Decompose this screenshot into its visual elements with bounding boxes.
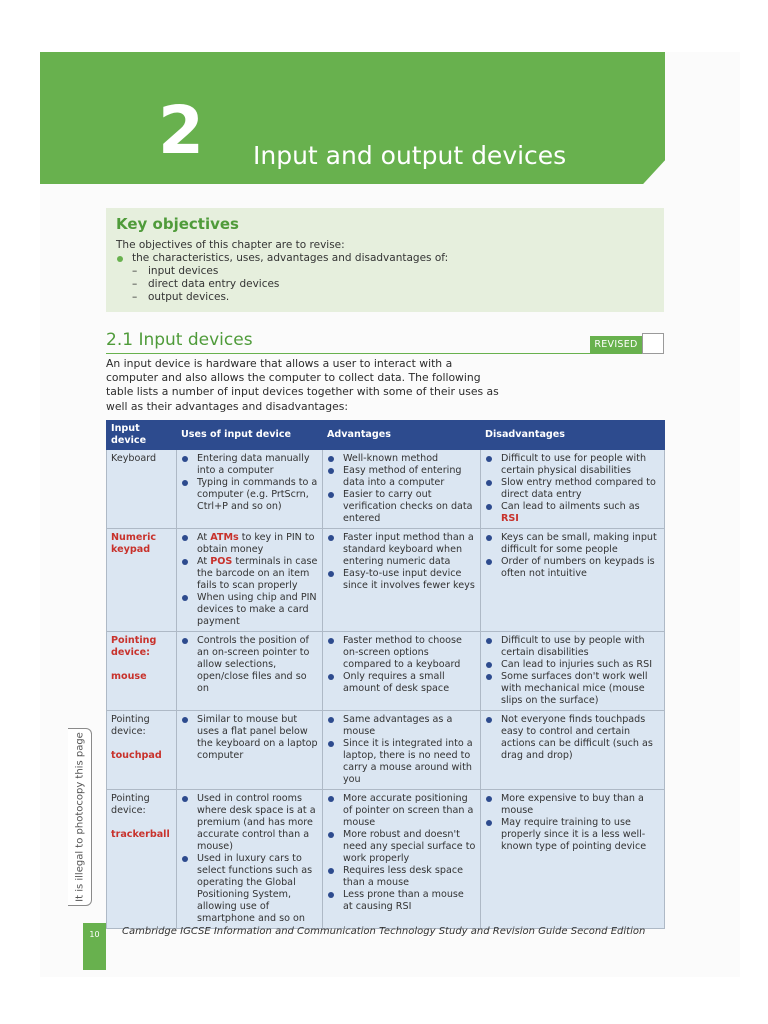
header-uses: Uses of input device: [177, 421, 323, 450]
chapter-title: Input and output devices: [253, 141, 567, 170]
list-item: Some surfaces don't work well with mechanical mice (mouse slips on the surface): [485, 671, 660, 707]
bullet-icon: [328, 456, 334, 462]
objectives-sub-list: [116, 265, 664, 304]
objectives-bullet-text: the characteristics, uses, advantages and disadvantages of:: [132, 252, 449, 264]
list-item: Since it is integrated into a laptop, there is no need to carry a mouse around with you: [327, 738, 476, 786]
bullet-icon: [486, 456, 492, 462]
bullet-icon: [328, 796, 334, 802]
revised-checkbox[interactable]: [642, 333, 664, 354]
objectives-list: [116, 252, 664, 265]
bullet-icon: [182, 559, 188, 565]
list-item: Used in luxury cars to select functions such as operating the Global Positioning System, allowing use of smartphone and so on: [181, 853, 318, 925]
header-input-device: Input device: [107, 421, 177, 450]
bullet-icon: [182, 595, 188, 601]
list-item: More expensive to buy than a mouse: [485, 793, 660, 817]
uses-cell: [177, 711, 323, 790]
uses-cell: [177, 632, 323, 711]
list-item: Keys can be small, making input difficult for some people: [485, 532, 660, 556]
photocopy-notice: It is illegal to photocopy this page: [74, 732, 86, 902]
bullet-icon: [486, 638, 492, 644]
list-item: Requires less desk space than a mouse: [327, 865, 476, 889]
key-objectives-box: [106, 208, 664, 312]
bullet-icon: [328, 468, 334, 474]
advantages-cell: [323, 790, 481, 929]
device-cell: Numeric keypad: [107, 529, 177, 632]
bullet-icon: [328, 535, 334, 541]
list-item: Only requires a small amount of desk space: [327, 671, 476, 695]
objectives-item: – input devices: [132, 265, 219, 277]
table-row: [107, 450, 665, 529]
list-item: Less prone than a mouse at causing RSI: [327, 889, 476, 913]
section-divider: [106, 353, 646, 354]
header-advantages: Advantages: [323, 421, 481, 450]
bullet-icon: [328, 868, 334, 874]
uses-cell: [177, 450, 323, 529]
advantages-cell: [323, 450, 481, 529]
section-heading: 2.1 Input devices: [106, 330, 253, 350]
advantages-cell: [323, 711, 481, 790]
list-item: More accurate positioning of pointer on screen than a mouse: [327, 793, 476, 829]
list-item: At POS terminals in case the barcode on an item fails to scan properly: [181, 556, 318, 592]
device-cell: Pointing device: touchpad: [107, 711, 177, 790]
header-disadvantages: Disadvantages: [481, 421, 665, 450]
uses-cell: [177, 790, 323, 929]
rsi-term: RSI: [501, 513, 519, 524]
list-item: Controls the position of an on-screen pointer to allow selections, open/close files and so on: [181, 635, 318, 695]
objectives-bullet: [116, 252, 664, 265]
list-item: Easier to carry out verification checks on data entered: [327, 489, 476, 525]
bullet-icon: [328, 638, 334, 644]
bullet-icon: [182, 638, 188, 644]
objectives-intro: The objectives of this chapter are to revise:: [116, 239, 345, 251]
objectives-item: – direct data entry devices: [132, 278, 280, 290]
bullet-icon: [182, 796, 188, 802]
bullet-icon: [486, 504, 492, 510]
disadvantages-cell: [481, 632, 665, 711]
bullet-icon: [328, 492, 334, 498]
bullet-icon: [182, 856, 188, 862]
list-item: Same advantages as a mouse: [327, 714, 476, 738]
bullet-icon: [117, 256, 123, 262]
input-devices-table: [106, 420, 665, 929]
table-row: [107, 790, 665, 929]
table-row: [107, 529, 665, 632]
list-item: When using chip and PIN devices to make a card payment: [181, 592, 318, 628]
table-row: [107, 711, 665, 790]
disadvantages-cell: [481, 529, 665, 632]
bullet-icon: [486, 662, 492, 668]
list-item: At ATMs to key in PIN to obtain money: [181, 532, 318, 556]
chapter-number: 2: [158, 92, 204, 169]
bullet-icon: [486, 559, 492, 565]
disadvantages-cell: [481, 450, 665, 529]
bullet-icon: [328, 832, 334, 838]
advantages-cell: [323, 529, 481, 632]
bullet-icon: [486, 480, 492, 486]
dash-icon: –: [132, 278, 138, 290]
table-header-row: [107, 421, 665, 450]
device-cell: Pointing device: mouse: [107, 632, 177, 711]
list-item: Used in control rooms where desk space is at a premium (and has more accurate control than a mouse): [181, 793, 318, 853]
list-item: Difficult to use for people with certain physical disabilities: [485, 453, 660, 477]
bullet-icon: [328, 741, 334, 747]
bullet-icon: [328, 717, 334, 723]
bullet-icon: [328, 892, 334, 898]
bullet-icon: [182, 535, 188, 541]
revised-tag: REVISED: [590, 336, 642, 353]
page-number: 10: [89, 930, 100, 939]
list-item: Can lead to ailments such as RSI: [485, 501, 660, 525]
list-item: Order of numbers on keypads is often not intuitive: [485, 556, 660, 580]
objectives-heading: Key objectives: [116, 215, 239, 233]
list-item: Easy method of entering data into a computer: [327, 465, 476, 489]
bullet-icon: [486, 796, 492, 802]
list-item: Typing in commands to a computer (e.g. PrtScrn, Ctrl+P and so on): [181, 477, 318, 513]
disadvantages-cell: [481, 790, 665, 929]
bullet-icon: [486, 820, 492, 826]
list-item: Similar to mouse but uses a flat panel below the keyboard on a laptop computer: [181, 714, 318, 762]
list-item: Slow entry method compared to direct data entry: [485, 477, 660, 501]
list-item: Can lead to injuries such as RSI: [485, 659, 660, 671]
bullet-icon: [182, 480, 188, 486]
list-item: Not everyone finds touchpads easy to control and certain actions can be difficult (such as drag and drop): [485, 714, 660, 762]
device-cell: Pointing device: trackerball: [107, 790, 177, 929]
bullet-icon: [486, 535, 492, 541]
list-item: Easy-to-use input device since it involves fewer keys: [327, 568, 476, 592]
table-row: [107, 632, 665, 711]
device-cell: Keyboard: [107, 450, 177, 529]
objectives-item: – output devices.: [132, 291, 230, 303]
disadvantages-cell: [481, 711, 665, 790]
list-item: Faster method to choose on-screen options compared to a keyboard: [327, 635, 476, 671]
dash-icon: –: [132, 265, 138, 277]
bullet-icon: [486, 674, 492, 680]
list-item: More robust and doesn't need any special surface to work properly: [327, 829, 476, 865]
list-item: May require training to use properly since it is a less well-known type of pointing device: [485, 817, 660, 853]
bullet-icon: [486, 717, 492, 723]
list-item: Entering data manually into a computer: [181, 453, 318, 477]
bullet-icon: [328, 571, 334, 577]
list-item: Faster input method than a standard keyboard when entering numeric data: [327, 532, 476, 568]
list-item: Well-known method: [327, 453, 476, 465]
bullet-icon: [182, 456, 188, 462]
bullet-icon: [182, 717, 188, 723]
footer-book-title: Cambridge IGCSE Information and Communication Technology Study and Revision Guide Second Edition: [122, 926, 646, 937]
uses-cell: [177, 529, 323, 632]
list-item: Difficult to use by people with certain disabilities: [485, 635, 660, 659]
advantages-cell: [323, 632, 481, 711]
bullet-icon: [328, 674, 334, 680]
section-intro: An input device is hardware that allows a user to interact with a computer and also allows the computer to collect data. The following table lists a number of input devices together with some of their uses as well as their advantages and disadvantages:: [106, 357, 499, 413]
dash-icon: –: [132, 291, 138, 303]
